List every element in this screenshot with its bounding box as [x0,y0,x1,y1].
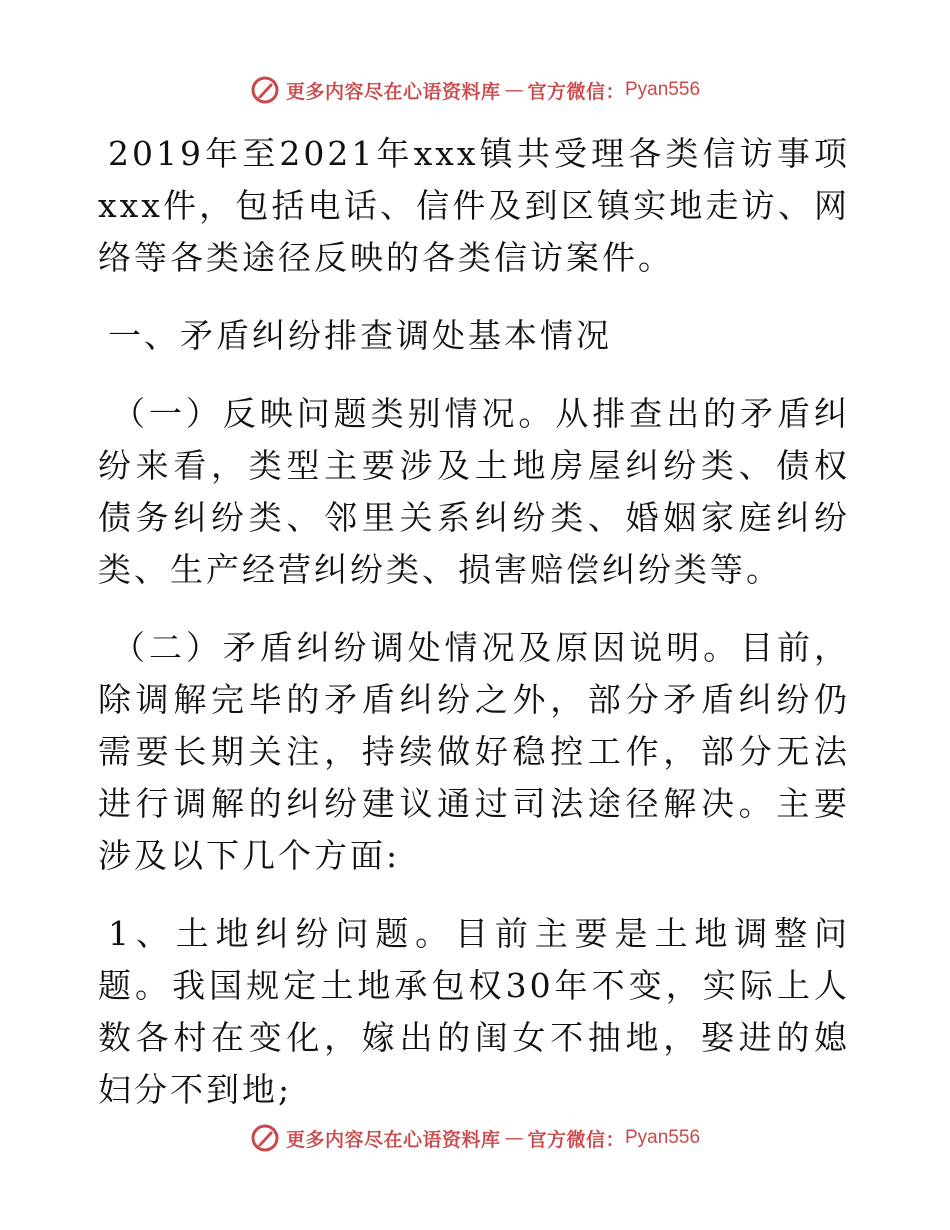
land-dispute-paragraph: 1、土地纠纷问题。目前主要是土地调整问题。我国规定土地承包权30年不变，实际上人数各村在变化，嫁出的闺女不抽地，娶进的媳妇分不到地; [98,914,850,1109]
banner-site-name: 更多内容尽在心语资料库 [285,80,501,103]
subsection-two-paragraph: （二）矛盾纠纷调处情况及原因说明。目前，除调解完毕的矛盾纠纷之外，部分矛盾纠纷仍需要长期关注，持续做好稳控工作，部分无法进行调解的纠纷建议通过司法途径解决。主要涉及以下几个方面: [98,628,850,875]
quill-pen-logo-icon [250,1123,280,1153]
subsection-one-paragraph: （一）反映问题类别情况。从排查出的矛盾纠纷来看，类型主要涉及土地房屋纠纷类、债权债务纠纷类、邻里关系纠纷类、婚姻家庭纠纷类、生产经营纠纷类、损害赔偿纠纷类等。 [98,394,850,589]
banner-channel-id: Pyan556 [625,79,701,100]
banner-channel-label: 官方微信： [527,80,625,103]
footer-watermark-banner [0,1118,950,1158]
banner-separator: — [504,79,524,101]
quill-pen-logo-icon [250,75,280,105]
intro-paragraph: 2019年至2021年xxx镇共受理各类信访事项xxx件，包括电话、信件及到区镇实地走访、网络等各类途径反映的各类信访案件。 [98,134,850,277]
header-watermark-banner [0,70,950,110]
banner-channel-id: Pyan556 [625,1127,701,1148]
banner-channel-label: 官方微信： [527,1128,625,1151]
banner-site-name: 更多内容尽在心语资料库 [285,1128,501,1151]
section-heading: 一、矛盾纠纷排查调处基本情况 [108,316,612,355]
banner-separator: — [504,1127,524,1149]
document-body [98,128,850,1116]
